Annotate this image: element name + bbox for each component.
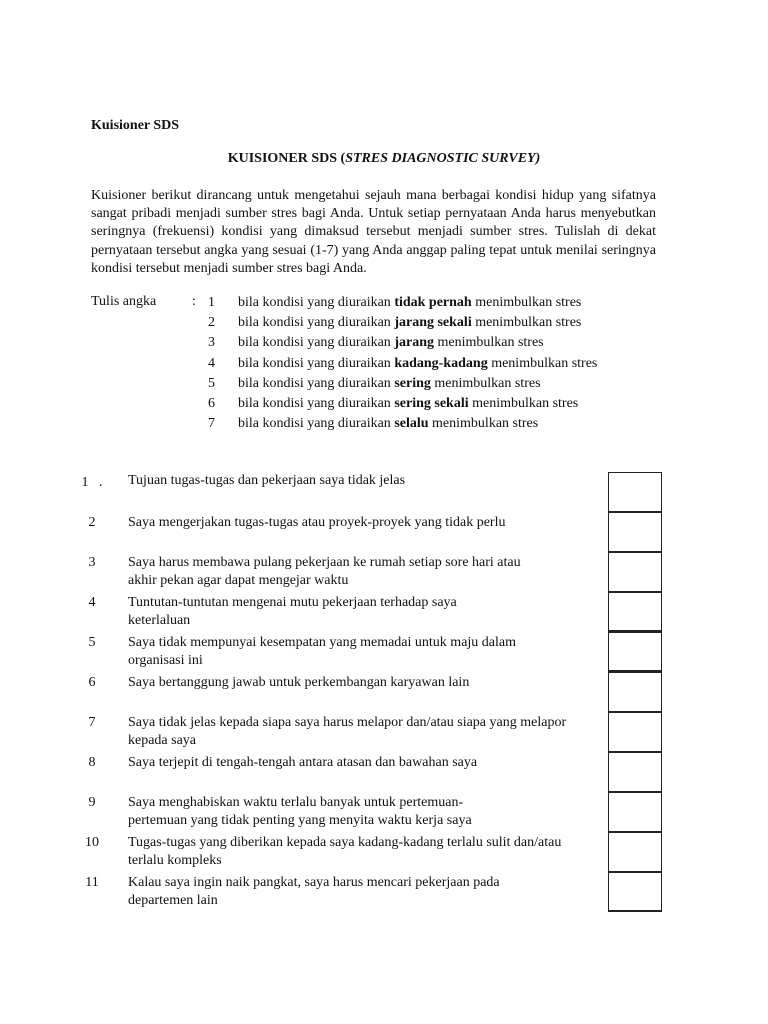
scale-suffix: menimbulkan stres (475, 315, 582, 331)
scale-number: 2 (208, 315, 215, 331)
question-number: 2 (88, 515, 96, 530)
scale-term: sering (394, 375, 431, 391)
question-number: 9 (88, 795, 96, 810)
scale-label: Tulis angka (91, 294, 157, 309)
question-row (0, 632, 768, 672)
question-row (0, 832, 768, 872)
answer-box[interactable] (608, 792, 662, 832)
scale-term: jarang (394, 335, 434, 351)
scale-term: tidak pernah (394, 295, 472, 310)
question-row (0, 792, 768, 832)
scale-item (208, 415, 597, 435)
scale-item (208, 355, 597, 375)
questionnaire-title (0, 151, 768, 167)
question-text: Tuntutan-tuntutan mengenai mutu pekerjaan terhadap saya keterlaluan (128, 595, 457, 628)
question-number: 10 (85, 835, 99, 850)
question-number: 1 . (81, 475, 103, 490)
scale-term: kadang-kadang (394, 355, 488, 371)
scale-item (208, 314, 597, 334)
scale-prefix: bila kondisi yang diuraikan (238, 375, 391, 391)
answer-box[interactable] (608, 712, 662, 752)
scale-item (208, 294, 597, 314)
answer-box[interactable] (608, 672, 662, 712)
question-number: 8 (88, 755, 96, 770)
question-text: Kalau saya ingin naik pangkat, saya harus mencari pekerjaan pada departemen lain (128, 875, 500, 908)
scale-suffix: menimbulkan stres (434, 375, 541, 391)
question-text: Saya tidak mempunyai kesempatan yang memadai untuk maju dalam organisasi ini (128, 635, 517, 668)
scale-number: 6 (208, 395, 215, 411)
scale-term: selalu (394, 416, 429, 432)
scale-suffix: menimbulkan stres (432, 416, 539, 432)
question-text: Saya menghabiskan waktu terlalu banyak untuk pertemuan-pertemuan yang tidak penting yang menyita waktu kerja saya (128, 795, 472, 828)
answer-box[interactable] (608, 832, 662, 872)
answer-box[interactable] (608, 752, 662, 792)
question-row (0, 592, 768, 632)
scale-item (208, 334, 597, 354)
question-text: Saya terjepit di tengah-tengah antara atasan dan bawahan saya (128, 755, 478, 770)
answer-box[interactable] (608, 472, 662, 512)
scale-prefix: bila kondisi yang diuraikan (238, 395, 391, 411)
scale-colon: : (192, 294, 196, 309)
title-main: KUISIONER SDS ( (227, 151, 346, 166)
scale-suffix: menimbulkan stres (491, 355, 598, 371)
question-row (0, 712, 768, 752)
scale-number: 3 (208, 335, 215, 351)
question-number: 7 (88, 715, 96, 730)
scale-description (238, 395, 578, 413)
scale-suffix: menimbulkan stres (475, 295, 582, 310)
answer-box[interactable] (608, 552, 662, 592)
scale-description (238, 334, 544, 352)
question-text: Saya mengerjakan tugas-tugas atau proyek-proyek yang tidak perlu (128, 515, 506, 530)
rating-scale (208, 294, 597, 435)
scale-prefix: bila kondisi yang diuraikan (238, 315, 391, 331)
answer-box[interactable] (608, 632, 662, 672)
scale-description (238, 294, 581, 312)
scale-description (238, 314, 581, 332)
answer-box[interactable] (608, 592, 662, 632)
question-number: 6 (88, 675, 96, 690)
scale-number: 7 (208, 416, 215, 432)
question-row (0, 512, 768, 552)
scale-item (208, 395, 597, 415)
scale-prefix: bila kondisi yang diuraikan (238, 416, 391, 432)
question-row (0, 552, 768, 592)
scale-prefix: bila kondisi yang diuraikan (238, 335, 391, 351)
scale-number: 1 (208, 295, 215, 310)
question-number: 3 (88, 555, 96, 570)
answer-box[interactable] (608, 512, 662, 552)
question-number: 11 (85, 875, 99, 890)
question-row (0, 672, 768, 712)
scale-prefix: bila kondisi yang diuraikan (238, 355, 391, 371)
scale-suffix: menimbulkan stres (437, 335, 544, 351)
scale-description (238, 355, 597, 373)
question-text: Saya bertanggung jawab untuk perkembangan karyawan lain (128, 675, 470, 690)
question-text: Saya harus membawa pulang pekerjaan ke rumah setiap sore hari atau akhir pekan agar dapat mengejar waktu (128, 555, 521, 588)
instructions-paragraph: Kuisioner berikut dirancang untuk mengetahui sejauh mana berbagai kondisi hidup yang sifatnya sangat pribadi menjadi sumber stres bagi Anda. Untuk setiap pernyataan Anda harus menyebutkan seringnya (frekuensi) kondisi yang dimaksud tersebut menjadi sumber stres. Tulislah di dekat pernyataan tersebut angka yang sesuai (1-7) yang Anda anggap paling tepat untuk menilai seringnya kondisi tersebut menjadi sumber stres bagi Anda. (91, 188, 656, 276)
answer-box[interactable] (608, 872, 662, 912)
scale-number: 4 (208, 355, 215, 371)
scale-description (238, 415, 538, 433)
question-text: Tugas-tugas yang diberikan kepada saya kadang-kadang terlalu sulit dan/atau terlalu kompleks (128, 835, 562, 868)
question-number: 4 (88, 595, 96, 610)
question-row (0, 752, 768, 792)
question-number: 5 (88, 635, 96, 650)
question-text: Saya tidak jelas kepada siapa saya harus melapor dan/atau siapa yang melapor kepada saya (128, 715, 567, 748)
question-text: Tujuan tugas-tugas dan pekerjaan saya tidak jelas (128, 473, 406, 488)
question-row (0, 472, 768, 512)
scale-number: 5 (208, 375, 215, 391)
scale-item (208, 375, 597, 395)
scale-suffix: menimbulkan stres (472, 395, 579, 411)
scale-description (238, 375, 541, 393)
scale-prefix: bila kondisi yang diuraikan (238, 295, 391, 310)
scale-term: jarang sekali (394, 315, 472, 331)
question-row (0, 872, 768, 912)
scale-term: sering sekali (394, 395, 469, 411)
document-heading: Kuisioner SDS (91, 118, 180, 133)
title-italic: STRES DIAGNOSTIC SURVEY) (345, 151, 541, 166)
